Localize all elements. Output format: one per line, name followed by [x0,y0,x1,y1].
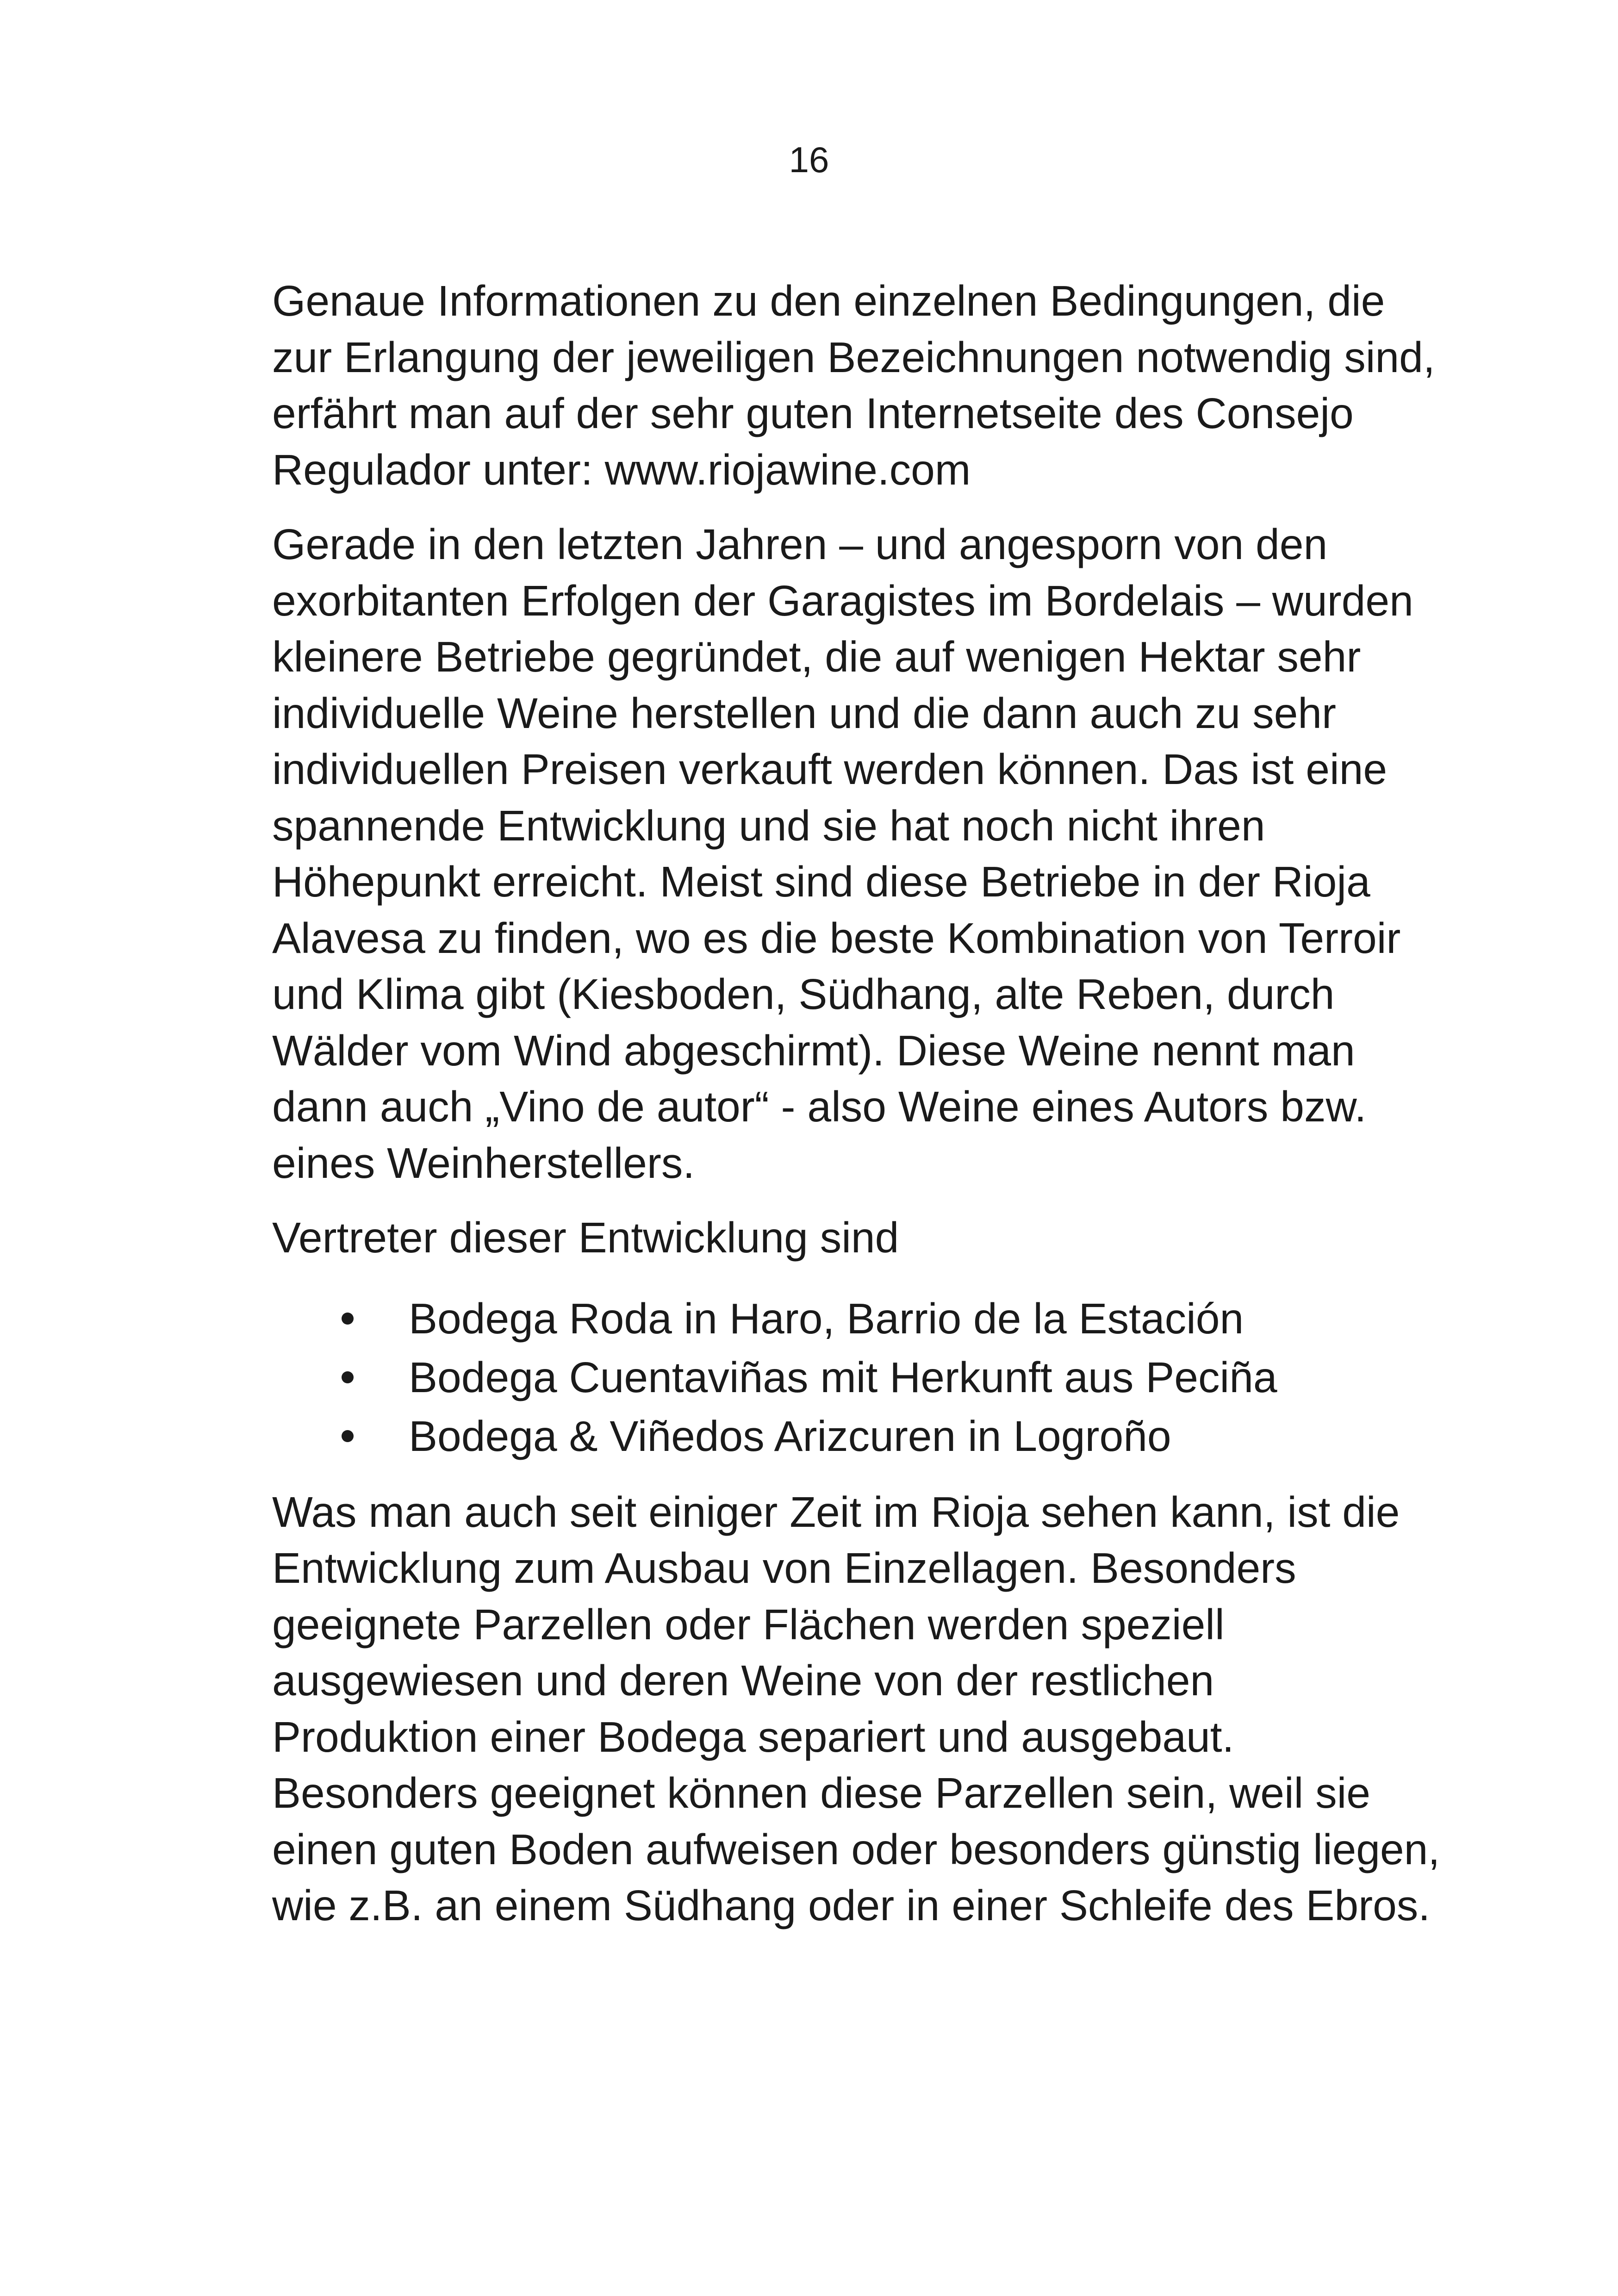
bullet-icon [342,1430,354,1442]
list-item [272,1407,1457,1466]
bullet-icon [342,1371,354,1383]
paragraph-garagistes: Gerade in den letzten Jahren – und angesporn von den exorbitanten Erfolgen der Garagistes im Bordelais – wurden kleinere Betriebe gegründet, die auf wenigen Hektar sehr individuelle Weine herstellen und die dann auch zu sehr individuellen Preisen verkauft werden können. Das ist eine spannende Entwicklung und sie hat noch nicht ihren Höhepunkt erreicht. Meist sind diese Betriebe in der Rioja Alavesa zu finden, wo es die beste Kombination von Terroir und Klima gibt (Kiesboden, Südhang, alte Reben, durch Wälder vom Wind abgeschirmt). Diese Weine nennt man dann auch „Vino de autor“ - also Weine eines Autors bzw. eines Weinherstellers. [272,520,1413,1187]
list-item-text: Bodega & Viñedos Arizcuren in Logroño [409,1412,1171,1460]
page-number: 16 [789,139,829,180]
list-item-text: Bodega Cuentaviñas mit Herkunft aus Peciña [409,1353,1277,1401]
page-body [272,273,1457,1953]
bullet-icon [342,1313,354,1325]
list-item-text: Bodega Roda in Haro, Barrio de la Estación [409,1294,1244,1343]
paragraph-einzellagen: Was man auch seit einiger Zeit im Rioja sehen kann, ist die Entwicklung zum Ausbau von Einzellagen. Besonders geeignete Parzellen oder Flächen werden speziell ausgewiesen und deren Weine von der restlichen Produktion einer Bodega separiert und ausgebaut. Besonders geeignet können diese Parzellen sein, weil sie einen guten Boden aufweisen oder besonders günstig liegen, wie z.B. an einem Südhang oder in einer Schleife des Ebros. [272,1487,1440,1929]
bodega-list [272,1289,1457,1466]
paragraph-list-intro: Vertreter dieser Entwicklung sind [272,1213,899,1262]
list-item [272,1289,1457,1348]
paragraph-riojawine-info: Genaue Informationen zu den einzelnen Bedingungen, die zur Erlangung der jeweiligen Bezeichnungen notwendig sind, erfährt man auf der sehr guten Internetseite des Consejo Regulador unter: www.riojawine.com [272,277,1435,494]
list-item [272,1348,1457,1407]
